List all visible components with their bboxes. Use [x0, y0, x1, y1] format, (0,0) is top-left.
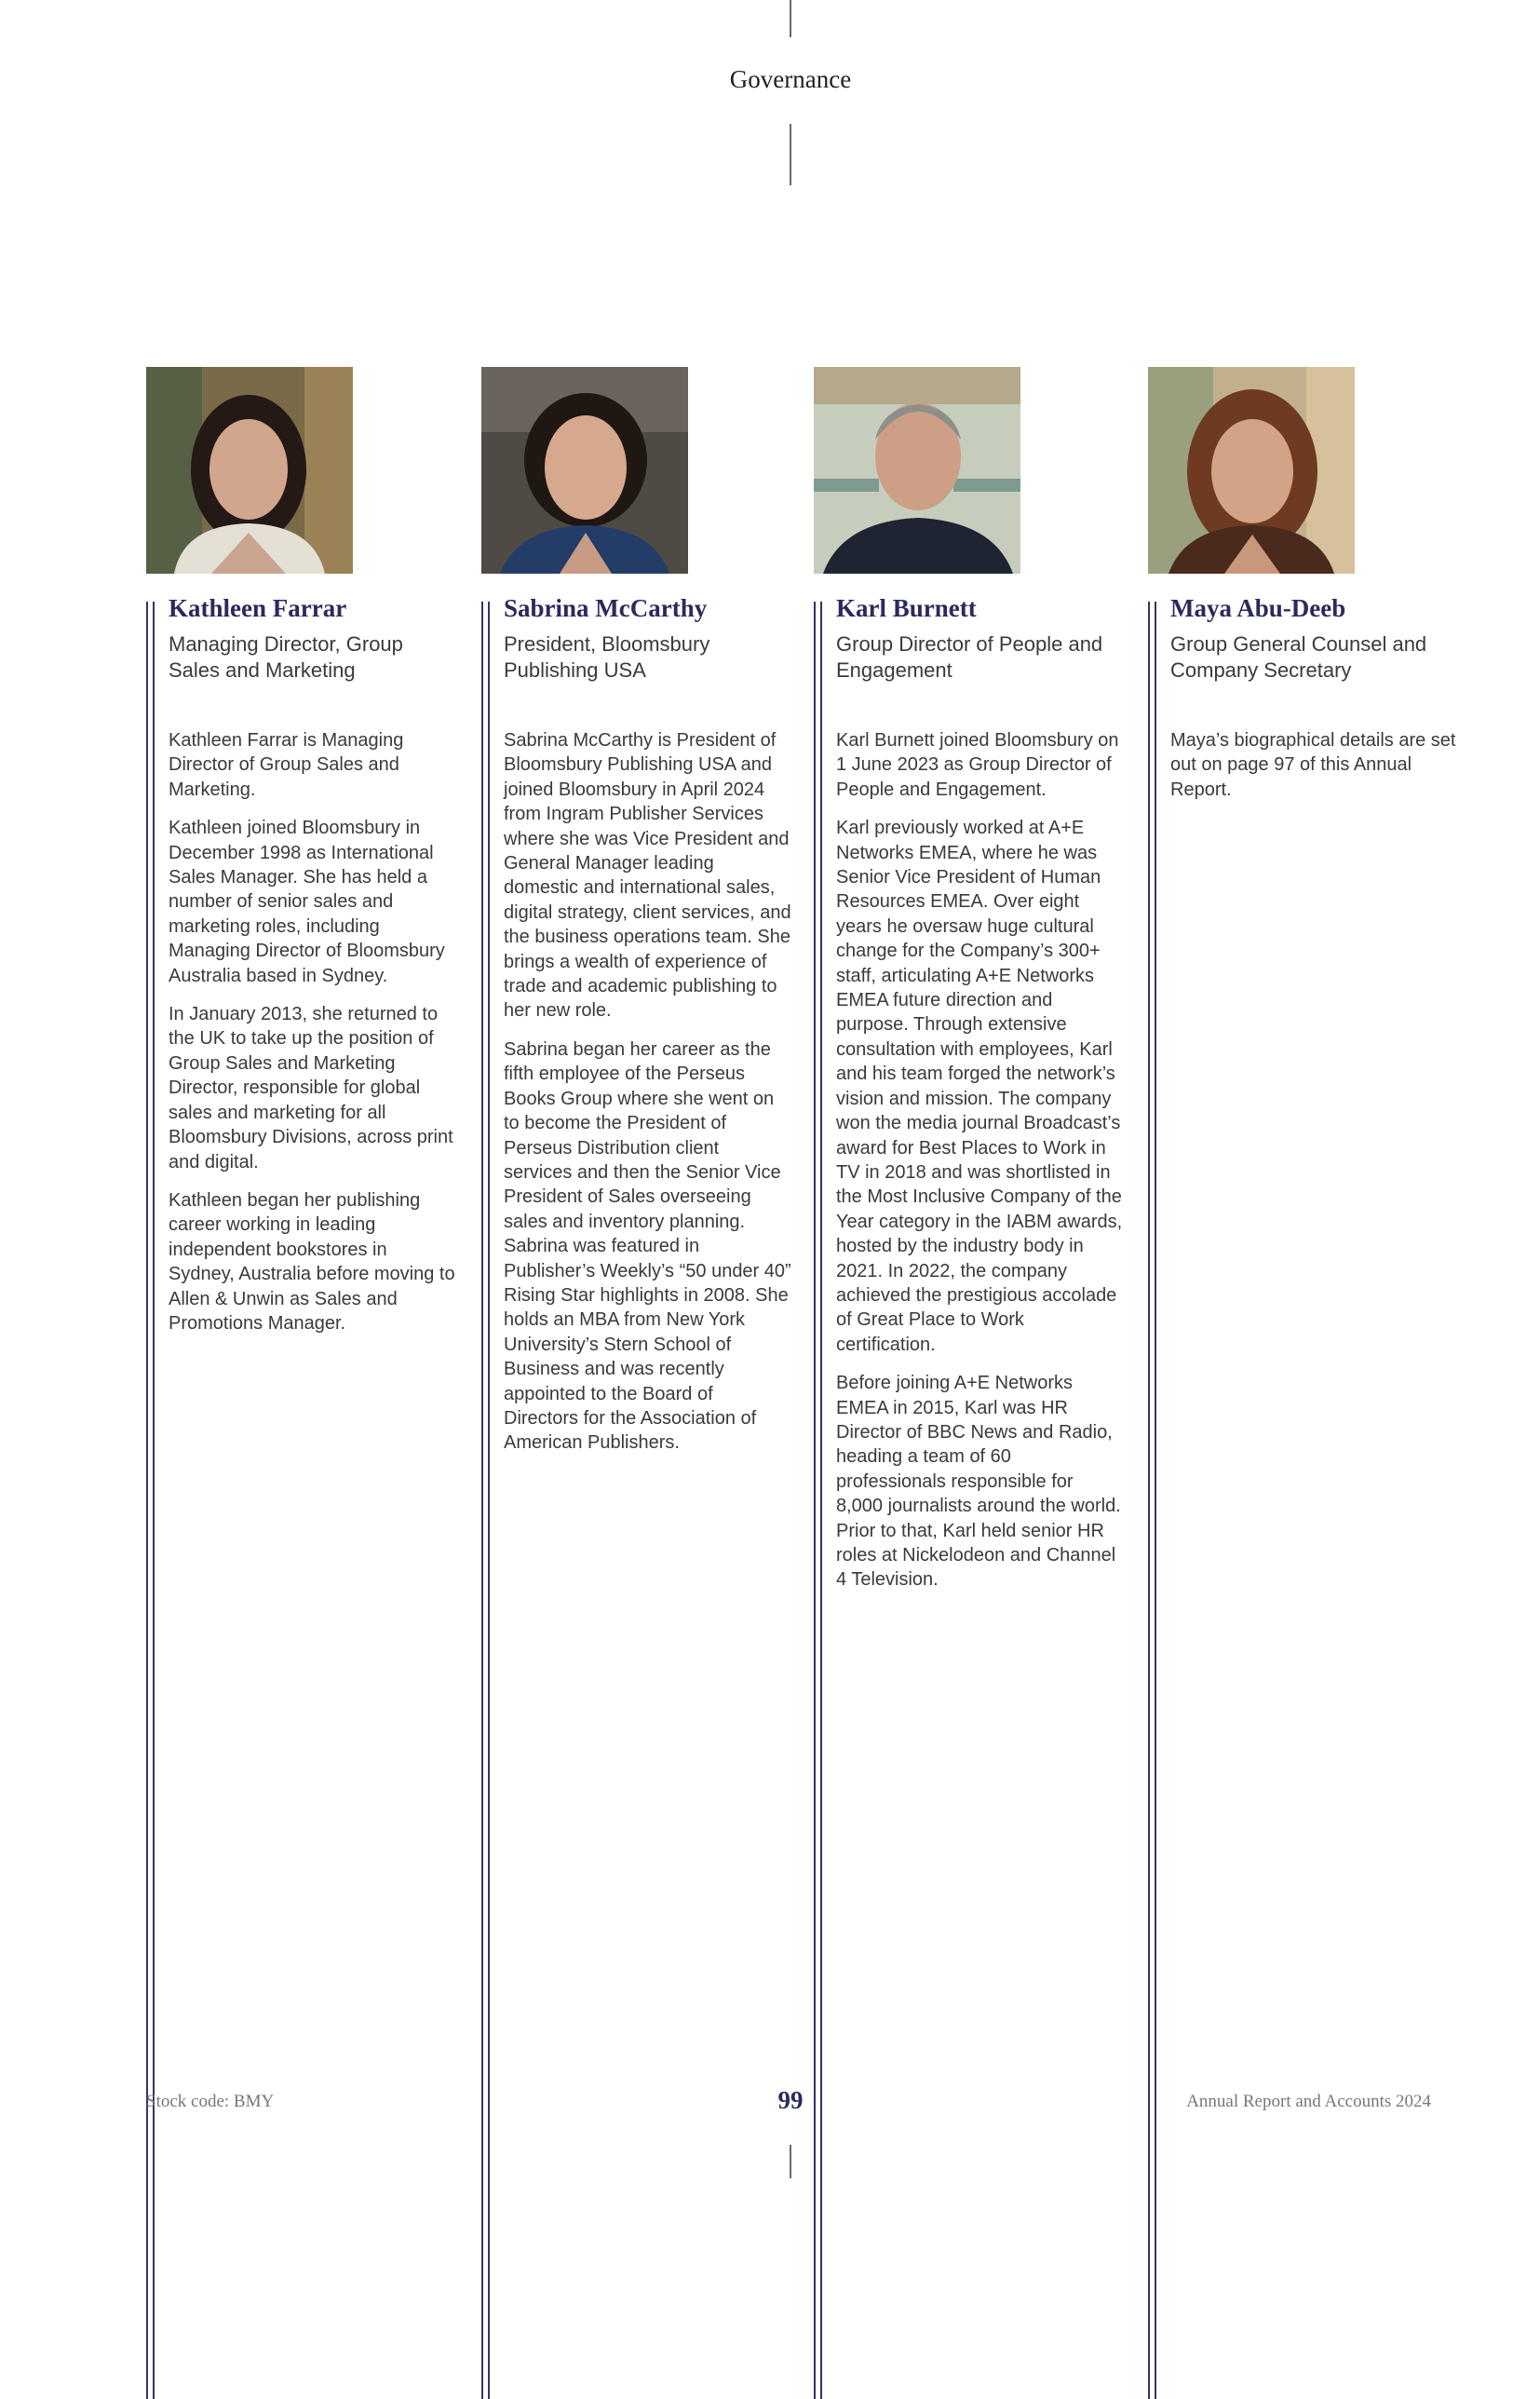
portrait-photo [481, 367, 688, 574]
column-rule [488, 602, 490, 2399]
bio-paragraph: Kathleen Farrar is Managing Director of Group Sales and Marketing. [169, 730, 404, 800]
director-profile-karl-burnett [814, 367, 1121, 2034]
column-rule [1155, 602, 1156, 2399]
portrait-photo [814, 367, 1020, 574]
header-divider-line [790, 124, 791, 185]
section-title: Governance [729, 65, 852, 93]
column-rule [1148, 602, 1150, 2399]
bio-paragraph: Kathleen began her publishing career working in leading independent bookstores in Sydney, Australia before moving to Allen & Unwin as Sales and Promotions Manager. [169, 1189, 455, 1334]
bio-paragraph: Maya’s biographical details are set out on page 97 of this Annual Report. [1170, 730, 1456, 800]
bio-paragraph: Karl Burnett joined Bloomsbury on 1 June 2023 as Group Director of People and Engagement. [836, 730, 1119, 800]
director-profile-sabrina-mccarthy [481, 367, 789, 2034]
director-biography [1170, 728, 1459, 816]
column-rule [814, 602, 816, 2399]
director-profile-kathleen-farrar [146, 367, 453, 2034]
director-role: Managing Director, Group Sales and Marketing [169, 632, 403, 682]
director-biography [836, 728, 1125, 1606]
director-role: President, Bloomsbury Publishing USA [504, 632, 710, 682]
bio-paragraph: Sabrina McCarthy is President of Bloomsbury Publishing USA and joined Bloomsbury in April 2024 from Ingram Publisher Services where she was Vice President and General Manager leading domestic and international sales, digital strategy, client services, and the business operations team. She brings a wealth of experience of trade and academic publishing to her new role. [504, 730, 791, 1022]
bio-paragraph: Sabrina began her career as the fifth employee of the Perseus Books Group where she went on to become the President of Perseus Distribution client services and then the Senior Vice President of Sales overseeing sales and inventory planning. Sabrina was featured in Publisher’s Weekly’s “50 under 40” Rising Star highlights in 2008. She holds an MBA from New York University’s Stern School of Business and was recently appointed to the Board of Directors for the Association of American Publishers. [504, 1038, 791, 1454]
bottom-divider-line [790, 2145, 791, 2178]
director-biography [504, 728, 792, 1470]
director-name: Kathleen Farrar [169, 594, 347, 622]
column-rule [481, 602, 483, 2399]
director-role: Group Director of People and Engagement [836, 632, 1103, 682]
director-biography [169, 728, 457, 1349]
column-rule [153, 602, 155, 2399]
column-rule [146, 602, 148, 2399]
portrait-photo [146, 367, 353, 574]
director-name: Maya Abu-Deeb [1170, 594, 1346, 622]
bio-paragraph: Karl previously worked at A+E Networks EMEA, where he was Senior Vice President of Human Resources EMEA. Over eight years he oversaw huge cultural change for the Company’s 300+ staff, articulating A+E Networks EMEA future direction and purpose. Through extensive consultation with employees, Karl and his team forged the network’s vision and mission. The company won the media journal Broadcast’s award for Best Places to Work in TV in 2018 and was shortlisted in the Most Inclusive Company of the Year category in the IABM awards, hosted by the industry body in 2021. In 2022, the company achieved the prestigious accolade of Great Place to Work certification. [836, 818, 1123, 1355]
bio-paragraph: In January 2013, she returned to the UK to take up the position of Group Sales and Marketing Director, responsible for global sales and marketing for all Bloomsbury Divisions, across print and digital. [169, 1004, 453, 1172]
director-role: Group General Counsel and Company Secretary [1170, 632, 1427, 682]
top-divider-line [790, 0, 791, 37]
bio-paragraph: Kathleen joined Bloomsbury in December 1998 as International Sales Manager. She has held a number of senior sales and marketing roles, including Managing Director of Bloomsbury Australia based in Sydney. [169, 818, 445, 986]
portrait-photo [1148, 367, 1355, 574]
director-profile-maya-abu-deeb [1148, 367, 1455, 2034]
page-number: 99 [777, 2086, 804, 2114]
director-name: Sabrina McCarthy [504, 594, 708, 622]
footer-report-title: Annual Report and Accounts 2024 [1186, 2092, 1431, 2111]
footer-stock-code: Stock code: BMY [146, 2092, 275, 2111]
director-name: Karl Burnett [836, 594, 977, 622]
column-rule [820, 602, 822, 2399]
bio-paragraph: Before joining A+E Networks EMEA in 2015, Karl was HR Director of BBC News and Radio, heading a team of 60 professionals responsible for 8,000 journalists around the world. Prior to that, Karl held senior HR roles at Nickelodeon and Channel 4 Television. [836, 1373, 1121, 1591]
